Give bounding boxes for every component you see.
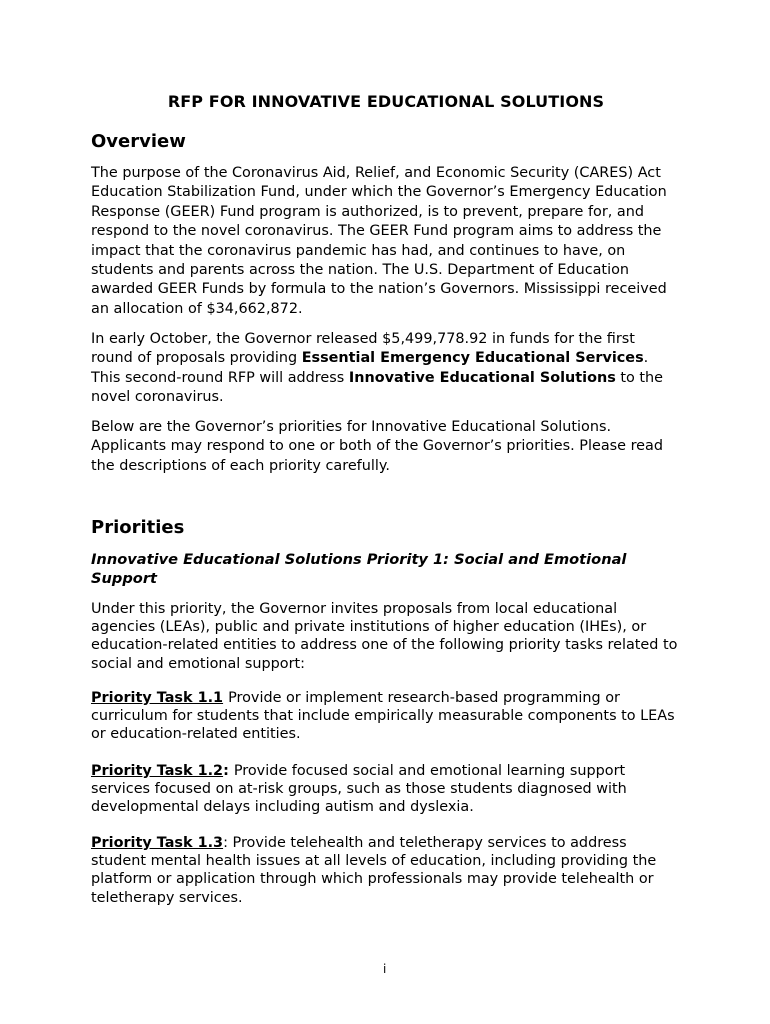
p2-bold-essential-services: Essential Emergency Educational Services	[301, 350, 644, 367]
p2-text-c: . This second-round RFP will address	[91, 350, 649, 386]
p2-bold-innovative-solutions: Innovative Educational Solutions	[348, 369, 616, 386]
priority-task-text: Provide telehealth and teletherapy services to address student mental health issues at all levels of education, including providing the platform or application through which professionals may provide telehealth or teletherapy services.	[91, 835, 657, 906]
priority-task-1-3	[91, 834, 681, 907]
priority-task-separator: :	[223, 763, 234, 779]
overview-paragraph-1: The purpose of the Coronavirus Aid, Relief, and Economic Security (CARES) Act Education Stabilization Fund, under which the Governor’s Emergency Education Response (GEER) Fund program is authorized, is to prevent, prepare for, and respond to the novel coronavirus. The GEER Fund program aims to address the impact that the coronavirus pandemic has had, and continues to have, on students and parents across the nation. The U.S. Department of Education awarded GEER Funds by formula to the nation’s Governors. Mississippi received an allocation of $34,662,872.	[91, 165, 667, 317]
priority-task-text: Provide or implement research-based programming or curriculum for students that include empirically measurable components to LEAs or education-related entities.	[91, 690, 675, 743]
p2-text-a: In early October, the Governor released $5,499,778.92 in funds for the first round of proposals providing	[91, 331, 635, 367]
priority-task-label: Priority Task 1.1	[91, 690, 224, 706]
page-number: i	[383, 962, 387, 976]
priorities-heading: Priorities	[91, 517, 185, 538]
priority-task-separator: :	[223, 835, 233, 851]
priority-task-1-1	[91, 689, 681, 744]
p2-text-e: to the novel coronavirus.	[91, 369, 663, 406]
priority-task-label: Priority Task 1.2	[91, 763, 224, 779]
overview-paragraph-3: Below are the Governor’s priorities for Innovative Educational Solutions. Applicants may respond to one or both of the Governor’s priorities. Please read the descriptions of each priority carefully.	[91, 419, 663, 474]
overview-paragraph-2	[91, 330, 681, 408]
priority-task-1-2	[91, 762, 681, 817]
priority-task-label: Priority Task 1.3	[91, 835, 224, 851]
priority-1-subheading: Innovative Educational Solutions Priority 1: Social and Emotional Support	[91, 551, 627, 588]
priority-task-text: Provide focused social and emotional learning support services focused on at-risk groups, such as those students diagnosed with developmental delays including autism and dyslexia.	[91, 763, 627, 816]
overview-heading: Overview	[91, 131, 186, 152]
document-title: RFP FOR INNOVATIVE EDUCATIONAL SOLUTIONS	[167, 92, 605, 111]
priority-1-intro: Under this priority, the Governor invites proposals from local educational agencies (LEAs), public and private institutions of higher education (IHEs), or education-related entities to address one of the following priority tasks related to social and emotional support:	[91, 601, 678, 672]
